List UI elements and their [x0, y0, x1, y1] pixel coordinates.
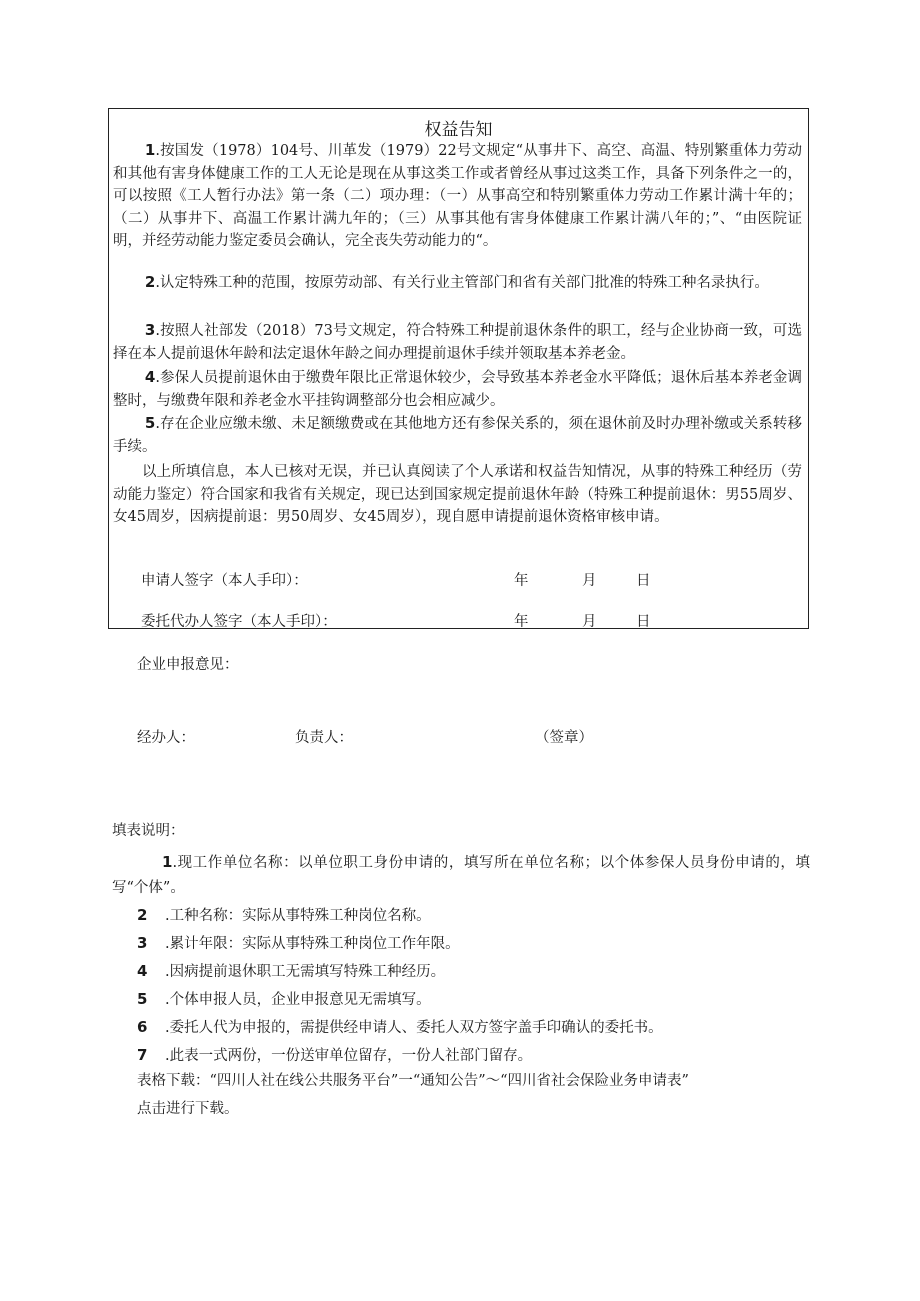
note-item-3: 3 .累计年限：实际从事特殊工种岗位工作年限。: [137, 934, 460, 952]
agent-signature-label: 委托代办人签字（本人手印）：: [141, 614, 337, 630]
note-item-6: 6 .委托人代为申报的，需提供经申请人、委托人双方签字盖手印确认的委托书。: [137, 1018, 663, 1036]
note-item-1: 1.现工作单位名称：以单位职工身份申请的，填写所在单位名称；以个体参保人员身份申请的，填写“个体”。: [112, 853, 810, 896]
agent-date-year: 年: [514, 614, 529, 630]
notice-item-4: 4.参保人员提前退休由于缴费年限比正常退休较少，会导致基本养老金水平降低；退休后基本养老金调整时，与缴费年限和养老金水平挂钩调整部分也会相应减少。: [113, 368, 802, 409]
note-item-7: 7 .此表一式两份，一份送审单位留存，一份人社部门留存。: [137, 1046, 533, 1064]
applicant-signature-label: 申请人签字（本人手印）：: [141, 573, 308, 589]
download-instructions: 表格下载：“四川人社在线公共服务平台”一“通知公告”〜“四川省社会保险业务申请表”: [137, 1073, 689, 1089]
declaration-text: 以上所填信息，本人已核对无误，并已认真阅读了个人承诺和权益告知情况，从事的特殊工种经历（劳动能力鉴定）符合国家和我省有关规定，现已达到国家规定提前退休年龄（特殊工种提前退休：男55周岁、女45周岁，因病提前退：男50周岁、女45周岁），现自愿申请提前退休资格审核申请。: [113, 464, 802, 526]
rights-notice-box: [108, 108, 809, 629]
notice-item-2: 2.认定特殊工种的范围，按原劳动部、有关行业主管部门和省有关部门批准的特殊工种名录执行。: [144, 273, 769, 291]
seal-label: （签章）: [535, 730, 593, 746]
rights-notice-title: 权益告知: [424, 120, 493, 140]
notice-item-3: 3.按照人社部发（2018）73号文规定，符合特殊工种提前退休条件的职工，经与企业协商一致，可选择在本人提前退休年龄和法定退休年龄之间办理提前退休手续并领取基本养老金。: [113, 321, 802, 362]
notice-item-5: 5.存在企业应缴未缴、未足额缴费或在其他地方还有参保关系的，须在退休前及时办理补缴或关系转移手续。: [113, 414, 802, 455]
note-item-2: 2 .工种名称：实际从事特殊工种岗位名称。: [137, 906, 431, 924]
applicant-date-year: 年: [514, 573, 529, 589]
download-instructions-cont: 点击进行下载。: [137, 1101, 239, 1117]
applicant-date-month: 月: [582, 573, 597, 589]
note-item-5: 5 .个体申报人员，企业申报意见无需填写。: [137, 990, 431, 1008]
responsible-person-label: 负责人：: [295, 730, 353, 746]
agent-date-month: 月: [582, 614, 597, 630]
enterprise-opinion-label: 企业申报意见：: [137, 657, 239, 673]
handler-label: 经办人：: [137, 730, 195, 746]
agent-date-day: 日: [636, 614, 651, 630]
notes-heading: 填表说明：: [112, 823, 185, 839]
notice-item-1: 1.按国发（1978）104号、川革发（1979）22号文规定“从事井下、高空、高温、特别繁重体力劳动和其他有害身体健康工作的工人无论是现在从事这类工作或者曾经从事过这类工作，具备下列条件之一的，可以按照《工人暂行办法》第一条（二）项办理：（一）从事高空和特别繁重体力劳动工作累计满十年的；（二）从事井下、高温工作累计满九年的；（三）从事其他有害身体健康工作累计满八年的；”、“由医院证明，并经劳动能力鉴定委员会确认，完全丧失劳动能力的“。: [113, 141, 802, 250]
note-item-4: 4 .因病提前退休职工无需填写特殊工种经历。: [137, 962, 446, 980]
applicant-date-day: 日: [636, 573, 651, 589]
